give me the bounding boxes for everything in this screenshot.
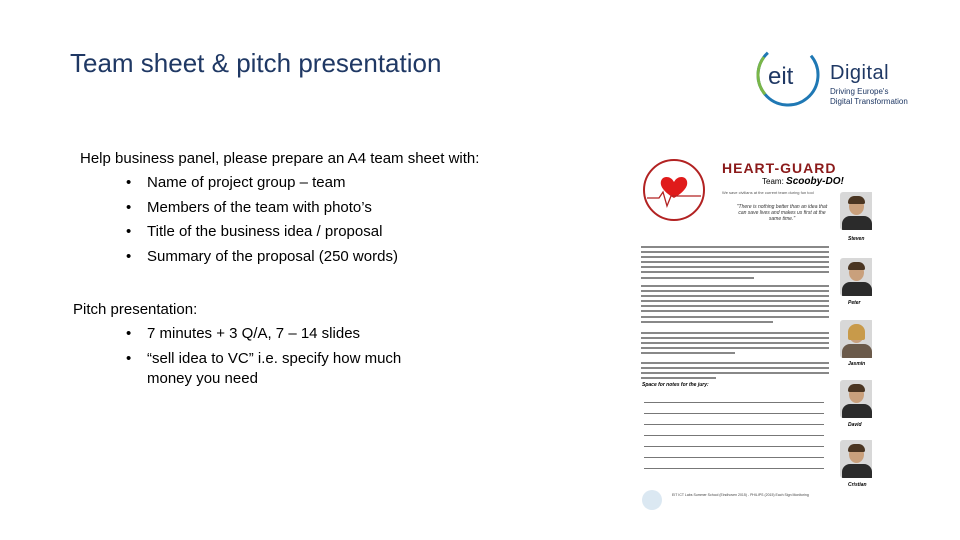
member-photo (840, 258, 872, 296)
eit-digital-logo (752, 40, 912, 110)
list-item: • Summary of the proposal (250 words) (126, 248, 398, 273)
member-name: Peter (848, 300, 861, 306)
team-sheet-list (126, 174, 398, 272)
list-item: • Title of the business idea / proposal (126, 223, 398, 248)
list-item: • Name of project group – team (126, 174, 398, 199)
notes-label: Space for notes for the jury: (642, 382, 709, 388)
eit-mini-logo-icon (642, 490, 662, 510)
sheet-tagline: We save civilians at the current team during fun tool (722, 190, 814, 195)
member-photo (840, 320, 872, 358)
slide-title: Team sheet & pitch presentation (70, 48, 442, 78)
member-photo (840, 440, 872, 478)
list-item: • Members of the team with photo’s (126, 199, 398, 224)
sheet-body-text (641, 332, 829, 357)
list-item: • 7 minutes + 3 Q/A, 7 – 14 slides (126, 324, 447, 344)
sheet-brand: HEART-GUARD (722, 160, 837, 176)
sheet-quote: "There is nothing better than an idea that can save lives and makes us first at the same time." (736, 204, 828, 222)
pitch-heading: Pitch presentation: (73, 301, 198, 318)
heart-logo-icon (639, 152, 709, 230)
sheet-body-text (641, 285, 829, 326)
member-photo (840, 192, 872, 230)
member-name: Steven (848, 236, 865, 242)
sheet-team: Team: Scooby-DO! (762, 176, 844, 187)
list-item: • “sell idea to VC” i.e. specify how much money you need (126, 349, 447, 389)
pitch-list (126, 324, 447, 394)
member-name: David (848, 422, 862, 428)
logo-tagline: Driving Europe's Digital Transformation (830, 87, 908, 106)
sheet-body-text (641, 246, 829, 282)
member-name: Cristian (848, 482, 867, 488)
eit-logo-icon (752, 40, 830, 110)
intro-text: Help business panel, please prepare an A4 team sheet with: (80, 150, 480, 167)
svg-text:eit: eit (768, 63, 794, 90)
member-name: Jasmin (848, 361, 866, 367)
member-photo (840, 380, 872, 418)
logo-wordmark: Digital (830, 62, 890, 84)
sheet-body-text (641, 362, 829, 382)
example-team-sheet: HEART-GUARD Team: Scooby-DO! We save civilians at the current team during fun tool "There is nothing better than an idea that can save lives and makes us first at the same time." Space for notes for the jury: Steven Peter Jasmin David Cristian EIT ICT Labs Summer School (Eindhoven 2015) - PHILIPS (2015) Each Sign Monitoring (636, 152, 872, 514)
